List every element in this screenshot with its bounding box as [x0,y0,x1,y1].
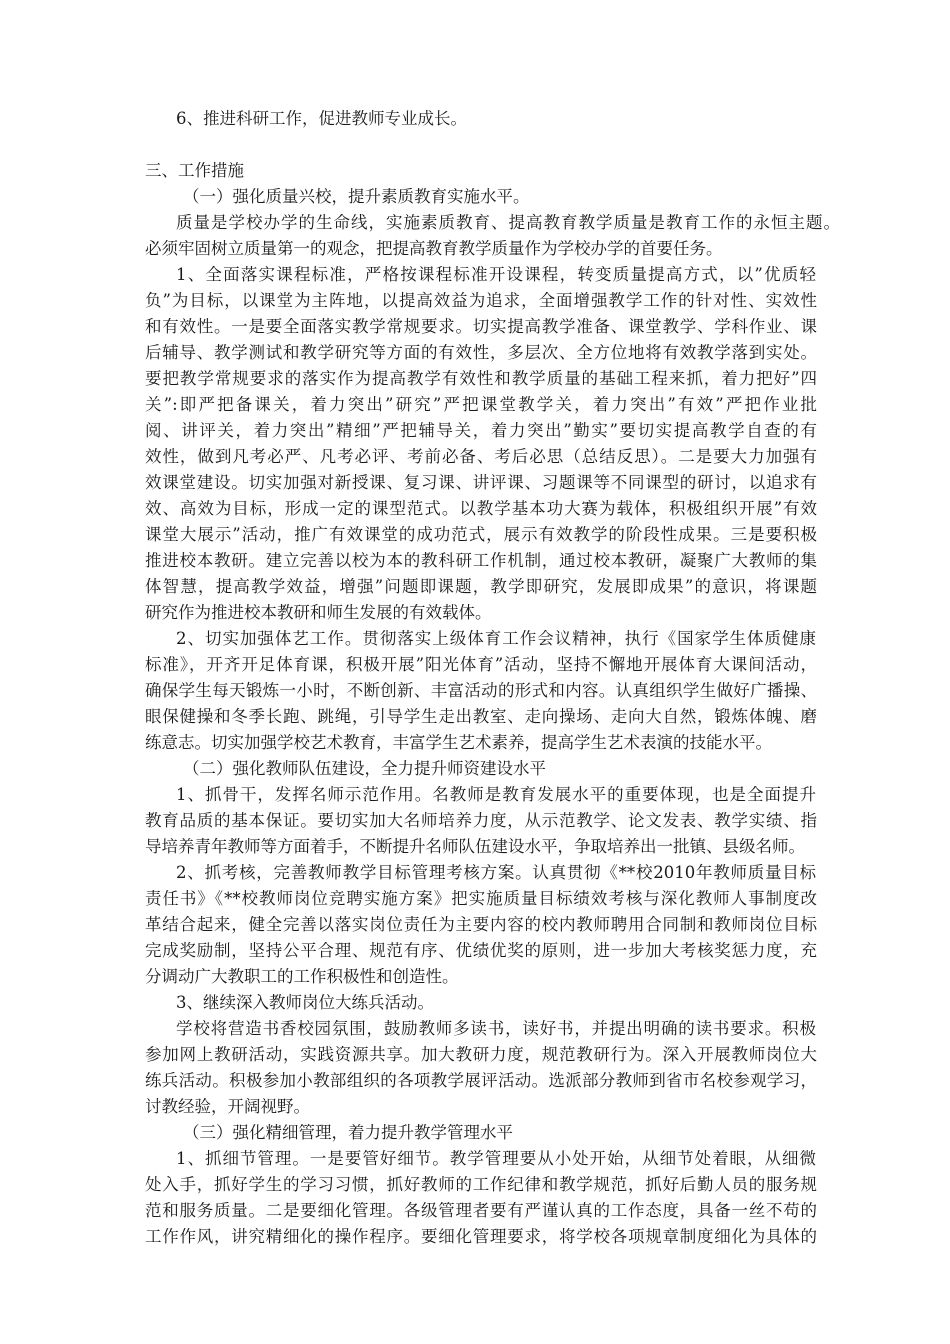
paragraph-line: 处入手，抓好学生的学习习惯，抓好教师的工作纪律和教学规范，抓好后勤人员的服务规 [145,1175,817,1194]
item-6-heading: 6、推进科研工作，促进教师专业成长。 [176,109,467,128]
paragraph-line: 分调动广大教职工的工作积极性和创造性。 [145,967,459,986]
paragraph-line: 1、全面落实课程标准，严格按课程标准开设课程，转变质量提高方式，以”优质轻 [176,265,816,284]
paragraph-line: 讨教经验，开阔视野。 [145,1097,310,1116]
paragraph-line: 责任书》《**校教师岗位竞聘实施方案》把实施质量目标绩效考核与深化教师人事制度改 [145,889,817,908]
paragraph-line: 推进校本教研。建立完善以校为本的教科研工作机制，通过校本教研，凝聚广大教师的集 [145,551,817,570]
paragraph-line: 后辅导、教学测试和教学研究等方面的有效性，多层次、全方位地将有效教学落到实处。 [145,343,817,362]
paragraph-line: 参加网上教研活动，实践资源共享。加大教研力度，规范教研行为。深入开展教师岗位大 [145,1045,817,1064]
paragraph-line: 范和服务质量。二是要细化管理。各级管理者要有严谨认真的工作态度，具备一丝不苟的 [145,1201,817,1220]
paragraph-line: 研究作为推进校本教研和师生发展的有效载体。 [145,603,492,622]
paragraph-line: 工作作风，讲究精细化的操作程序。要细化管理要求，将学校各项规章制度细化为具体的 [145,1227,817,1246]
paragraph-line: 效课堂建设。切实加强对新授课、复习课、讲评课、习题课等不同课型的研讨，以追求有 [145,473,817,492]
paragraph-line: 质量是学校办学的生命线，实施素质教育、提高教育教学质量是教育工作的永恒主题。 [176,213,840,232]
paragraph-line: 学校将营造书香校园氛围，鼓励教师多读书，读好书，并提出明确的读书要求。积极 [176,1019,816,1038]
paragraph-line: 课堂大展示”活动，推广有效课堂的成功范式，展示有效教学的阶段性成果。三是要积极 [145,525,817,544]
paragraph-line: 效、高效为目标，形成一定的课型范式。以教学基本功大赛为载体，积极组织开展”有效 [145,499,817,518]
paragraph-line: 确保学生每天锻炼一小时，不断创新、丰富活动的形式和内容。认真组织学生做好广播操、 [145,681,817,700]
paragraph-line: 练意志。切实加强学校艺术教育，丰富学生艺术素养，提高学生艺术表演的技能水平。 [145,733,772,752]
paragraph-line: 1、抓细节管理。一是要管好细节。教学管理要从小处开始，从细节处着眼，从细微 [176,1149,816,1168]
paragraph-line: 革结合起来，健全完善以落实岗位责任为主要内容的校内教师聘用合同制和教师岗位目标 [145,915,817,934]
paragraph-line: 2、切实加强体艺工作。贯彻落实上级体育工作会议精神，执行《国家学生体质健康 [176,629,816,648]
section-3-heading: 三、工作措施 [145,161,244,180]
paragraph-line: 眼保健操和冬季长跑、跳绳，引导学生走出教室、走向操场、走向大自然，锻炼体魄、磨 [145,707,817,726]
paragraph-line: 3、继续深入教师岗位大练兵活动。 [176,993,434,1012]
paragraph-line: 效性，做到凡考必严、凡考必评、考前必备、考后必思（总结反思）。二是要大力加强有 [145,447,817,466]
paragraph-line: 1、抓骨干，发挥名师示范作用。名教师是教育发展水平的重要体现，也是全面提升 [176,785,816,804]
paragraph-line: 必须牢固树立质量第一的观念，把提高教育教学质量作为学校办学的首要任务。 [145,239,723,258]
paragraph-line: 负”为目标，以课堂为主阵地，以提高效益为追求，全面增强教学工作的针对性、实效性 [145,291,817,310]
paragraph-line: 要把教学常规要求的落实作为提高教学有效性和教学质量的基础工程来抓，着力把好”四 [145,369,817,388]
paragraph-line: 完成奖励制，坚持公平合理、规范有序、优绩优奖的原则，进一步加大考核奖惩力度，充 [145,941,817,960]
paragraph-line: 阅、讲评关，着力突出”精细”严把辅导关，着力突出”勤实”要切实提高教学自查的有 [145,421,817,440]
paragraph-line: 体智慧，提高教学效益，增强”问题即课题，教学即研究，发展即成果”的意识，将课题 [145,577,817,596]
subsection-2-heading: （二）强化教师队伍建设，全力提升师资建设水平 [183,759,546,778]
paragraph-line: 关”:即严把备课关，着力突出”研究”严把课堂教学关，着力突出”有效”严把作业批 [145,395,817,414]
paragraph-line: 练兵活动。积极参加小教部组织的各项教学展评活动。选派部分教师到省市名校参观学习， [145,1071,817,1090]
paragraph-line: 导培养青年教师等方面着手，不断提升名师队伍建设水平，争取培养出一批镇、县级名师。 [145,837,805,856]
subsection-3-heading: （三）强化精细管理，着力提升教学管理水平 [183,1123,513,1142]
paragraph-line: 标准》，开齐开足体育课，积极开展”阳光体育”活动，坚持不懈地开展体育大课间活动， [145,655,817,674]
subsection-1-heading: （一）强化质量兴校，提升素质教育实施水平。 [183,187,530,206]
paragraph-line: 和有效性。一是要全面落实教学常规要求。切实提高教学准备、课堂教学、学科作业、课 [145,317,817,336]
paragraph-line: 教育品质的基本保证。要切实加大名师培养力度，从示范教学、论文发表、教学实绩、指 [145,811,817,830]
paragraph-line: 2、抓考核，完善教师教学目标管理考核方案。认真贯彻《**校2010年教师质量目标 [176,863,816,882]
